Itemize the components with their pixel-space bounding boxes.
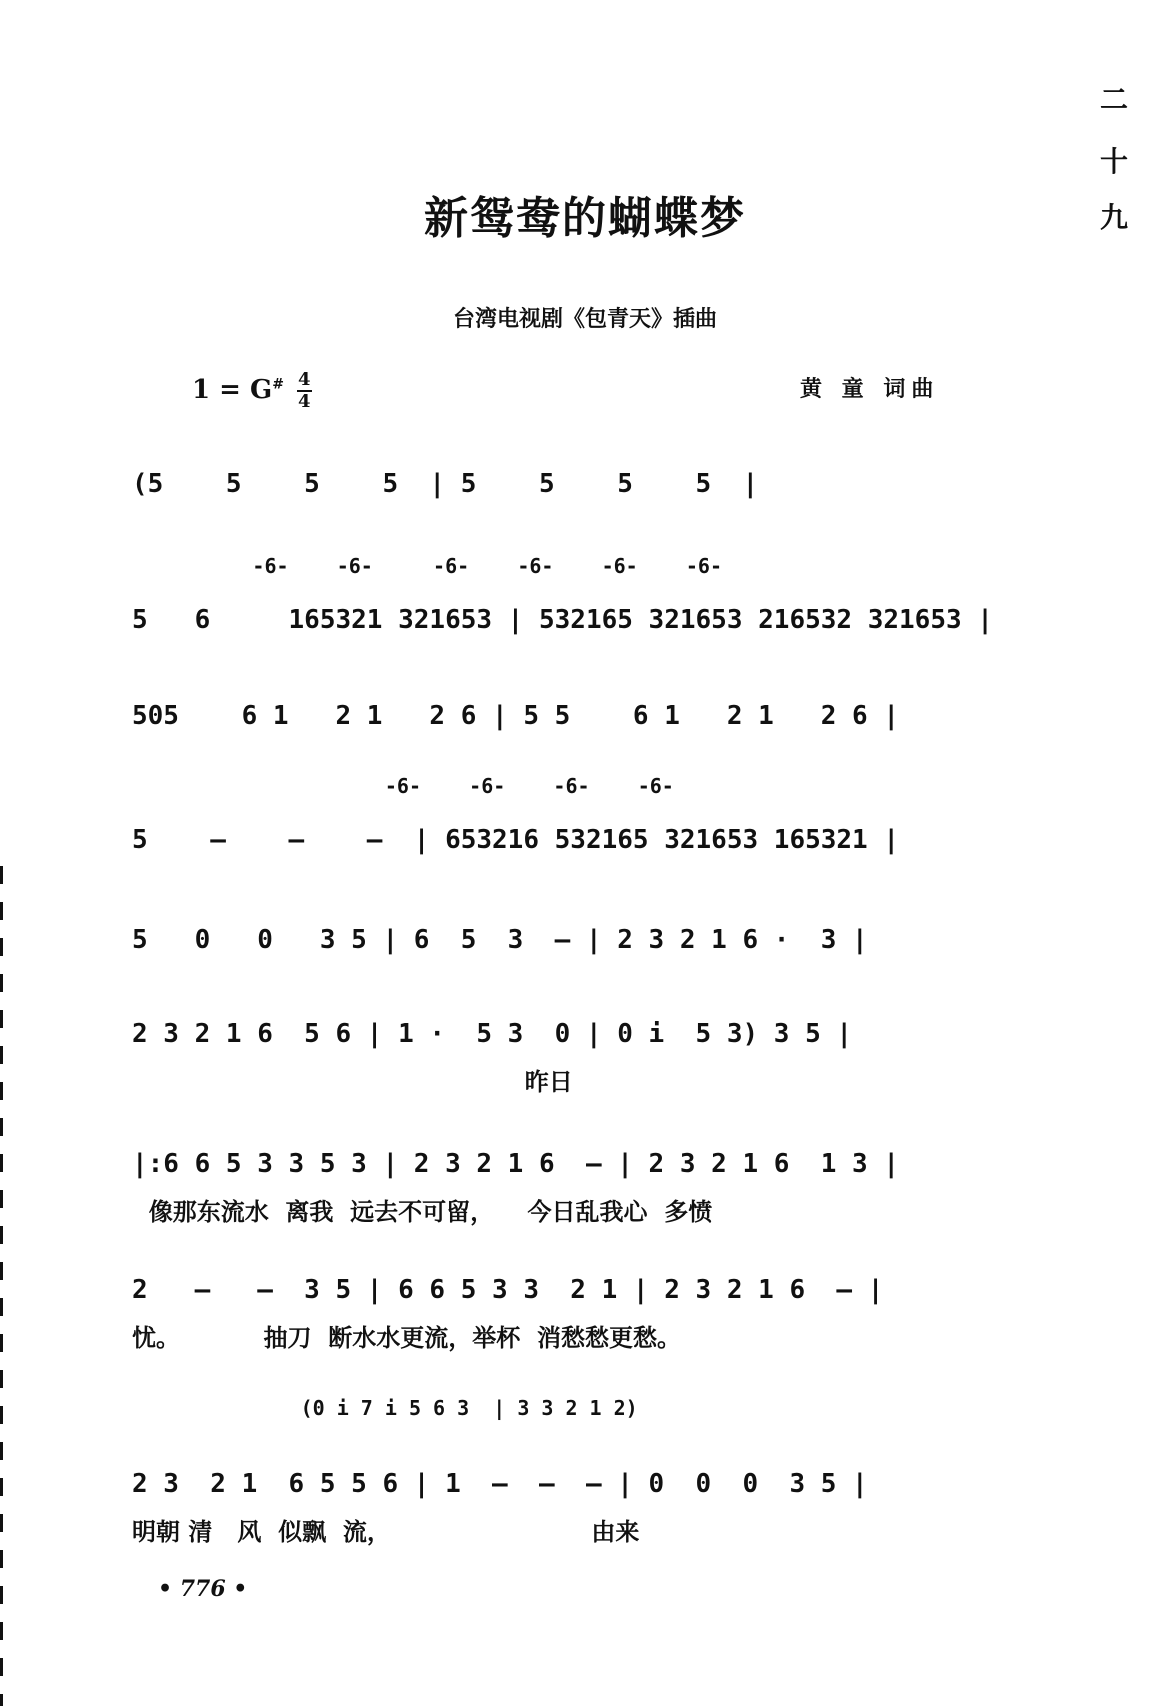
left-edge-marks [0,866,3,1706]
tuplet-marks: -6- -6- -6- -6- [132,774,674,798]
lyrics: 忧。 抽刀 断水水更流，举杯 消愁愁更愁。 [132,1323,681,1352]
tuplet-marks: -6- -6- -6- -6- -6- -6- [132,554,723,578]
notes: 505 6 1 2 1 2 6 | 5 5 6 1 2 1 2 6 | [132,701,900,731]
notes: 5 0 0 3 5 | 6 5 3 — | 2 3 2 1 6 · 3 | [132,925,868,955]
notes: 5 6 165321 321653 | 532165 321653 216532 321653 | [132,605,993,635]
margin-mark-3: 九 [1099,201,1128,234]
notes: 2 — — 3 5 | 6 6 5 3 3 2 1 | 2 3 2 1 6 — | [132,1275,884,1305]
lyrics: 明朝 清 风 似飘 流， 由来 [132,1517,640,1546]
bracketed-notes: (0 i 7 i 5 6 3 | 3 3 2 1 2) [132,1396,638,1420]
time-signature-top: 4 [297,369,311,390]
key-text: 1 = G [192,375,273,405]
notes: 2 3 2 1 6 5 5 6 | 1 — — — | 0 0 0 3 5 | [132,1469,868,1499]
lyrics: 昨日 [132,1067,573,1096]
time-signature [297,370,312,412]
time-signature-bottom: 4 [297,391,311,412]
margin-mark-1: 二 [1099,83,1128,116]
song-title: 新鸳鸯的蝴蝶梦 [424,193,746,244]
sharp-mark: # [272,376,284,393]
key-signature [192,370,312,412]
notes: 2 3 2 1 6 5 6 | 1 · 5 3 0 | 0 i 5 3) 3 5 | [132,1019,853,1049]
composer-credit: 黄 童 词曲 [800,377,940,402]
song-subtitle: 台湾电视剧《包青天》插曲 [452,307,717,332]
page-number: • 776 • [158,1576,248,1602]
notes: 5 — — — | 653216 532165 321653 165321 | [132,825,900,855]
lyrics: 像那东流水 离我 远去不可留， 今日乱我心 多愤 [132,1197,713,1226]
margin-mark-2: 十 [1099,145,1128,178]
notes: (5 5 5 5 | 5 5 5 5 | [132,469,759,499]
notes: |:6 6 5 3 3 5 3 | 2 3 2 1 6 — | 2 3 2 1 6 1 3 | [132,1149,900,1179]
